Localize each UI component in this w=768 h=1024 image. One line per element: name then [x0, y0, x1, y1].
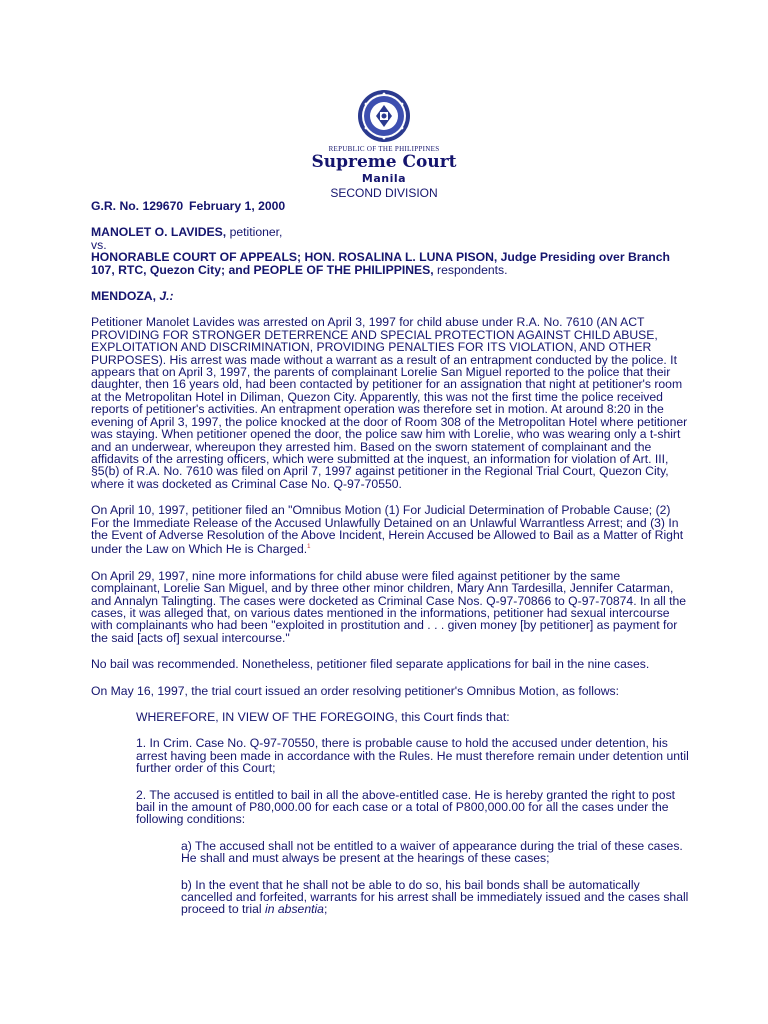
paragraph-1: Petitioner Manolet Lavides was arrested on April 3, 1997 for child abuse under R.A. No. 7610 (AN ACT PROVIDING FOR STRONGER DETERRENCE AND SPECIAL PROTECTION AGAINST CHILD ABUSE, EXPLOITATION AND DISCRIMINATION, PROVIDING PENALTIES FOR ITS VIOLATION, AND OTHER PURPOSES). His arrest was made without a warrant as a result of an entrapment conducted by the police. It appears that on April 3, 1997, the parents of complainant Lorelie San Miguel reported to the police that their daughter, then 16 years old, had been contacted by petitioner for an assignation that night at petitioner's room at the Metropolitan Hotel in Diliman, Quezon City. Apparently, this was not the first time the police received reports of petitioner's activities. An entrapment operation was therefore set in motion. At around 8:20 in the evening of April 3, 1997, the police knocked at the door of Room 308 of the Metropolitan Hotel where petitioner was staying. When petitioner opened the door, the police saw him with Lorelie, who was wearing only a t-shirt and an underwear, whereupon they arrested him. Based on the sworn statement of complainant and the affidavits of the arresting officers, which were submitted at the inquest, an information for violation of Art. III, §5(b) of R.A. No. 7610 was filed on April 7, 1997 against petitioner in the Regional Trial Court, Quezon City, where it was docketed as Criminal Case No. Q-97-70550.	[91, 315, 688, 491]
quote-wherefore: WHEREFORE, IN VIEW OF THE FOREGOING, this Court finds that:	[136, 710, 510, 724]
ponente-name: MENDOZA,	[91, 289, 160, 304]
versus-label: vs.	[91, 237, 107, 252]
decision-body	[91, 200, 691, 916]
petitioner-line	[91, 226, 691, 238]
paragraph-5: On May 16, 1997, the trial court issued an order resolving petitioner's Omnibus Motion, as follows:	[91, 683, 620, 698]
court-name: Supreme Court	[311, 152, 457, 172]
gr-number: G.R. No. 129670	[91, 199, 184, 213]
in-absentia-phrase: in absentia	[265, 902, 324, 917]
respondents-names: HONORABLE COURT OF APPEALS; HON. ROSALINA L. LUNA PISON, Judge Presiding over Branch 107, RTC, Quezon City; and PEOPLE OF THE PHILIPPINES,	[91, 250, 670, 277]
ponente-line	[91, 290, 691, 302]
quote-condition-b-text: b) In the event that he shall not be able to do so, his bail bonds shall be automatically cancelled and forfeited, warrants for his arrest shall be immediately issued and the cases shall proceed to trial	[181, 877, 689, 917]
document-header	[0, 88, 768, 201]
ponente-title: J.:	[159, 289, 174, 304]
quote-condition-a: a) The accused shall not be entitled to a waiver of appearance during the trial of these cases. He shall and must always be present at the hearings of these cases;	[181, 838, 683, 866]
case-number-line	[91, 200, 691, 212]
decision-date: February 1, 2000	[189, 199, 286, 213]
petitioner-name: MANOLET O. LAVIDES,	[91, 225, 227, 240]
respondents-role: respondents.	[433, 262, 508, 277]
paragraph-2	[91, 504, 691, 556]
quote-condition-b	[181, 879, 691, 916]
quote-item-1: 1. In Crim. Case No. Q-97-70550, there is probable cause to hold the accused under detention, his arrest having been made in accordance with the Rules. He must therefore remain under detention until further order of this Court;	[136, 736, 689, 776]
quote-item-2: 2. The accused is entitled to bail in all the above-entitled case. He is hereby granted the right to post bail in the amount of P80,000.00 for each case or a total of P800,000.00 for all the cases under the following conditions:	[136, 787, 676, 827]
court-city: Manila	[361, 172, 407, 185]
respondents-line	[91, 251, 691, 276]
republic-label: REPUBLIC OF THE PHILIPPINES	[328, 145, 440, 153]
quote-condition-b-end: ;	[323, 902, 328, 917]
paragraph-3: On April 29, 1997, nine more informations for child abuse were filed against petitioner by the same complainant, Lorelie San Miguel, and by three other minor children, Mary Ann Tardesilla, Jennifer Catarman, and Annalyn Talingting. The cases were docketed as Criminal Case Nos. Q-97-70866 to Q-97-70874. In all the cases, it was alleged that, on various dates mentioned in the informations, petitioner had sexual intercourse with complainants who had been "exploited in prostitution and . . . given money [by petitioner] as payment for the said [acts of] sexual intercourse."	[91, 568, 687, 645]
division-label: SECOND DIVISION	[330, 186, 438, 200]
paragraph-2-text: On April 10, 1997, petitioner filed an "Omnibus Motion (1) For Judicial Determination of Probable Cause; (2) For the Immediate Release of the Accused Unlawfully Detained on an Unlawful Warrantless Arrest; and (3) In the Event of Adverse Resolution of the Above Incident, Herein Accused be Allowed to Bail as a Matter of Right under the Law on Which He is Charged.	[91, 503, 684, 557]
footnote-link[interactable]: 1	[307, 544, 311, 551]
petitioner-role: petitioner,	[226, 225, 283, 240]
paragraph-4: No bail was recommended. Nonetheless, petitioner filed separate applications for bail in the nine cases.	[91, 657, 650, 672]
supreme-court-seal-icon	[346, 88, 422, 144]
